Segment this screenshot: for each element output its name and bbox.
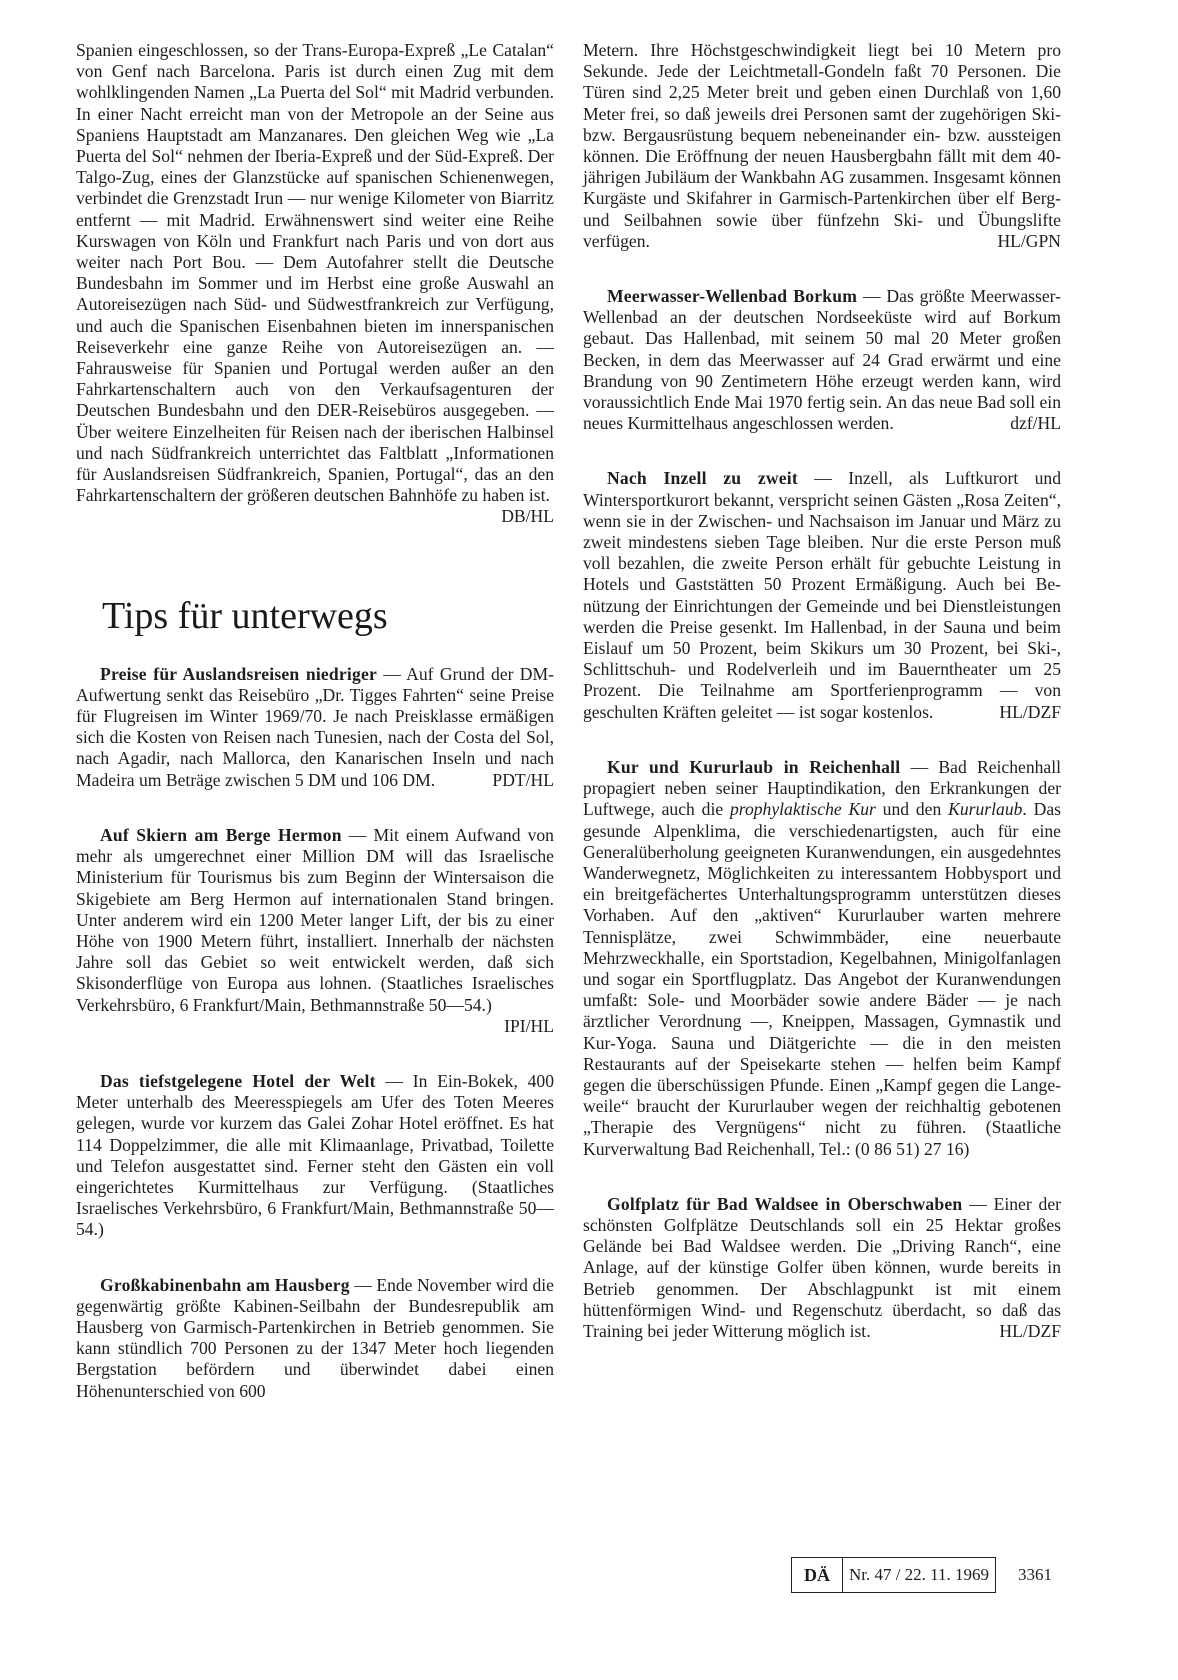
article-body: . Das gesunde Alpenklima, die verschiedenartigsten, auch für eine Generalüberholung geeigneten Kuranwendungen, ein ausgedehntes Wanderwegnetz, Möglichkeiten zu interessantem Hobbysport und ein breitgefächertes Unterhaltungsprogramm unterstützen dieses Vorhaben. Auf den „aktiven“ Kururlauber warten mehrere Tennisplätze, zwei Schwimmbäder, eine neuerbaute Mehrzweckhalle, ein Sportstadion, Kegelbahnen, Minigolfanlagen und sogar ein Sportflugplatz. Das Angebot der Kuranwendungen umfaßt: Sole- und Moorbäder sowie andere Bäder — je nach ärztlicher Verordnung —, Kneippen, Massagen, Gymnastik und Kur-Yoga. Sauna und Diätgerichte — die in den meisten Restaurants auf der Speisekarte stehen — helfen beim Kampf gegen die überschüssigen Pfunde. Einen „Kampf gegen die Langeweile“ braucht der Kururlauber wegen der reichhaltig gebotenen „Therapie des Vergnügens“ nicht zu führen. (Staatliche Kurverwaltung Bad Reichenhall, Tel.: (0 86 51) 27 16): [583, 799, 1061, 1159]
article-preise: [76, 664, 554, 791]
article-signature: HL/DZF: [999, 1320, 1061, 1341]
article-hotel: [76, 1071, 554, 1241]
article-body: — In Ein-Bokek, 400 Meter unterhalb des Meeresspiegels am Ufer des Toten Meeres gelegen, wurde vor kurzem das Galei Zohar Hotel eröffnet. Es hat 114 Doppelzimmer, die alle mit Klimaanlage, Privatbad, Toilette und Telefon ausgestattet sind. Ferner steht den Gästen ein voll eingerichtetes Kurmittelhaus zur Verfügung. (Staatliches Israelisches Verkehrsbüro, 6 Frankfurt/Main, Bethmannstraße 50—54.): [76, 1070, 555, 1240]
article-signature: PDT/HL: [492, 769, 554, 790]
article-body: und den: [875, 799, 949, 820]
article-headline: Golfplatz für Bad Waldsee in Oberschwaben: [607, 1193, 963, 1214]
article-headline: Preise für Auslandsreisen niedriger: [100, 663, 378, 684]
article-body: — Einer der schönsten Golfplätze Deutschlands soll ein 25 Hektar großes Gelände bei Bad Waldsee werden. Die „Driving Ranch“, eine Anlage, auf der künstige Golfer üben können, wurde bereits in Betrieb genommen. Der Abschlagpunkt ist mit einem hüttenförmigen Wind- und Regenschutz überdacht, so daß das Training bei jeder Witterung möglich ist.: [583, 1193, 1061, 1341]
intro-text: Spanien eingeschlossen, so der Trans-Europa-Expreß „Le Catalan“ von Genf nach Barcelona. Paris ist durch einen Zug mit dem wohlklingenden Namen „La Puerta del Sol“ mit Madrid verbunden. In einer Nacht erreicht man von der Metropole an der Seine aus Spaniens Hauptstadt am Manzanares. Den gleichen Weg wie „La Puerta del Sol“ nehmen der Iberia-Expreß und der Süd-Expreß. Der Talgo-Zug, eines der Glanzstücke auf spanischen Schienenwegen, verbindet die Grenzstadt Irun — nur wenige Kilometer von Biarritz entfernt — mit Madrid. Erwähnenswert sind weiter eine Reihe Kurswagen von Köln und Frankfurt nach Paris und von dort aus weiter nach Port Bou. — Dem Autofahrer stellt die Deutsche Bundesbahn im Sommer und im Herbst eine große Auswahl an Autoreisezügen nach Süd- und Südwestfrankreich zur Verfügung, und auch die Spanischen Eisenbahnen bieten im innerspanischen Reiseverkehr eine ganze Reihe von Autoreisezügen an. — Fahrausweise für Spanien und Portugal werden außer an den Fahrkartenschaltern auch von den Verkaufsagenturen der Deutschen Bundesbahn und den DER-Reisebüros ausgegeben. — Über weitere Einzelheiten für Reisen nach der iberischen Halbinsel und nach Südfrankreich unterrichtet das Faltblatt „Informationen für Auslandsreisen Südfrankreich, Spanien, Portugal“, das an den Fahrkartenschaltern der größeren deutschen Bahnhöfe zu haben ist.: [76, 40, 554, 506]
article-body: Metern. Ihre Höchstgeschwindigkeit liegt bei 10 Metern pro Sekunde. Jede der Leichtmetall-Gondeln faßt 70 Personen. Die Türen sind 2,25 Meter breit und geben einen Durchlaß von 1,60 Meter frei, so daß jeweils drei Personen samt der zugehörigen Ski- bzw. Bergausrüstung bequem nebeneinander ein- bzw. aussteigen können. Die Eröffnung der neuen Hausbergbahn fällt mit dem 40-jährigen Jubiläum der Wankbahn AG zusammen. Insgesamt können Kurgäste und Skifahrer in Garmisch-Partenkirchen über elf Berg- und Seilbahnen sowie über fünfzehn Ski- und Übungslifte verfügen.: [583, 40, 1061, 251]
issue-label: Nr. 47 / 22. 11. 1969: [848, 1565, 990, 1584]
article-signature: dzf/HL: [1010, 413, 1061, 434]
article-body: — Ende November wird die gegenwärtig größte Kabinen-Seilbahn der Bundesrepublik am Hausberg von Garmisch-Partenkirchen in Betrieb genommen. Sie kann stündlich 700 Personen zu der 1347 Meter hoch liegenden Bergstation befördern und überwindet dabei einen Höhenunterschied von 600: [76, 1274, 554, 1401]
article-signature: IPI/HL: [504, 1015, 554, 1036]
article-headline: Auf Skiern am Berge Hermon: [100, 824, 342, 845]
article-signature: HL/GPN: [997, 230, 1061, 251]
article-body: — Mit einem Aufwand von mehr als umgerechnet einer Million DM will das Israelische Ministerium für Tourismus bis zum Beginn der Wintersaison die Skigebiete am Berg Hermon auf internationalen Stand bringen. Unter anderem wird ein 1200 Meter langer Lift, der bis zu einer Höhe von 1900 Metern führt, installiert. Innerhalb der nächsten Jahre soll das Gebiet so weit entwickelt werden, daß sich Skisonderflüge von Europa aus lohnen. (Staatliches Israelisches Verkehrsbüro, 6 Frankfurt/Main, Bethmannstraße 50—54.): [76, 824, 554, 1015]
article-signature: HL/DZF: [999, 701, 1061, 722]
article-hausberg-part2: [583, 40, 1061, 252]
right-column: [583, 40, 1061, 1376]
page-footer: [791, 1557, 1052, 1593]
article-borkum: [583, 286, 1061, 434]
article-headline: Das tiefstgelegene Hotel der Welt: [100, 1070, 376, 1091]
article-emphasis: Kururlaub: [948, 799, 1023, 820]
article-hausberg-part1: [76, 1275, 554, 1402]
article-headline: Nach Inzell zu zweit: [607, 468, 798, 489]
article-headline: Kur und Kururlaub in Reichenhall: [607, 756, 901, 777]
article-body: — Inzell, als Luftkurort und Wintersportkurort bekannt, verspricht seinen Gästen „Rosa Zeiten“, wenn sie in der Zwischen- und Nachsaison im Januar und März zu zweit mindestens sieben Tage bleiben. Nur die erste Person muß voll bezahlen, die zweite Person erhält für gebuchte Leistung in Hotels und Gaststätten 50 Prozent Ermäßigung. Auch bei Benützung der Einrichtungen der Gemeinde und bei Dienstleistungen werden die Preise gesenkt. Im Hallenbad, in der Sauna und beim Eislauf um 50 Prozent, beim Skikurs um 30 Prozent, bei Ski-, Schlittschuh- und Rodelverleih und im Bauerntheater um 25 Prozent. Die Teilnahme am Sportferienprogramm — von geschulten Kräften geleitet — ist sogar kostenlos.: [583, 468, 1061, 722]
intro-paragraph: [76, 40, 554, 528]
article-waldsee: [583, 1194, 1061, 1342]
section-title: Tips für unterwegs: [102, 594, 388, 637]
article-headline: Meerwasser-Wellenbad Borkum: [607, 286, 858, 307]
article-reichenhall: [583, 757, 1061, 1160]
article-headline: Großkabinenbahn am Hausberg: [100, 1274, 350, 1295]
page-number: 3361: [1018, 1565, 1052, 1584]
article-inzell: [583, 468, 1061, 722]
footer-box: [791, 1557, 996, 1593]
journal-logo: DÄ: [792, 1558, 843, 1592]
left-column: [76, 40, 554, 1402]
article-body: — Das größte Meerwasser-Wellenbad an der deutschen Nordseeküste wird auf Borkum gebaut. Das Hallenbad, mit seinem 50 mal 20 Meter großen Becken, in dem das Meerwasser auf 24 Grad erwärmt und eine Brandung von 90 Zentimetern Höhe erzeugt werden kann, wird voraussichtlich Ende Mai 1970 fertig sein. An das neue Bad soll ein neues Kurmittelhaus angeschlossen werden.: [583, 286, 1062, 434]
article-body: — Auf Grund der DM-Aufwertung senkt das Reisebüro „Dr. Tigges Fahrten“ seine Preise für Flugreisen im Winter 1969/70. Je nach Preisklasse ermäßigen sich die Kosten von Reisen nach Tunesien, nach der Costa del Sol, nach Agadir, nach Mallorca, den Kanarischen Inseln und nach Madeira um Beträge zwischen 5 DM und 106 DM.: [76, 663, 554, 790]
intro-signature: DB/HL: [501, 506, 554, 527]
article-hermon: [76, 825, 554, 1037]
article-emphasis: prophylaktische Kur: [729, 799, 876, 820]
article-body: — Bad Reichenhall propagiert neben seiner Hauptindikation, den Erkrankungen der Luftwege, auch die: [583, 756, 1062, 820]
